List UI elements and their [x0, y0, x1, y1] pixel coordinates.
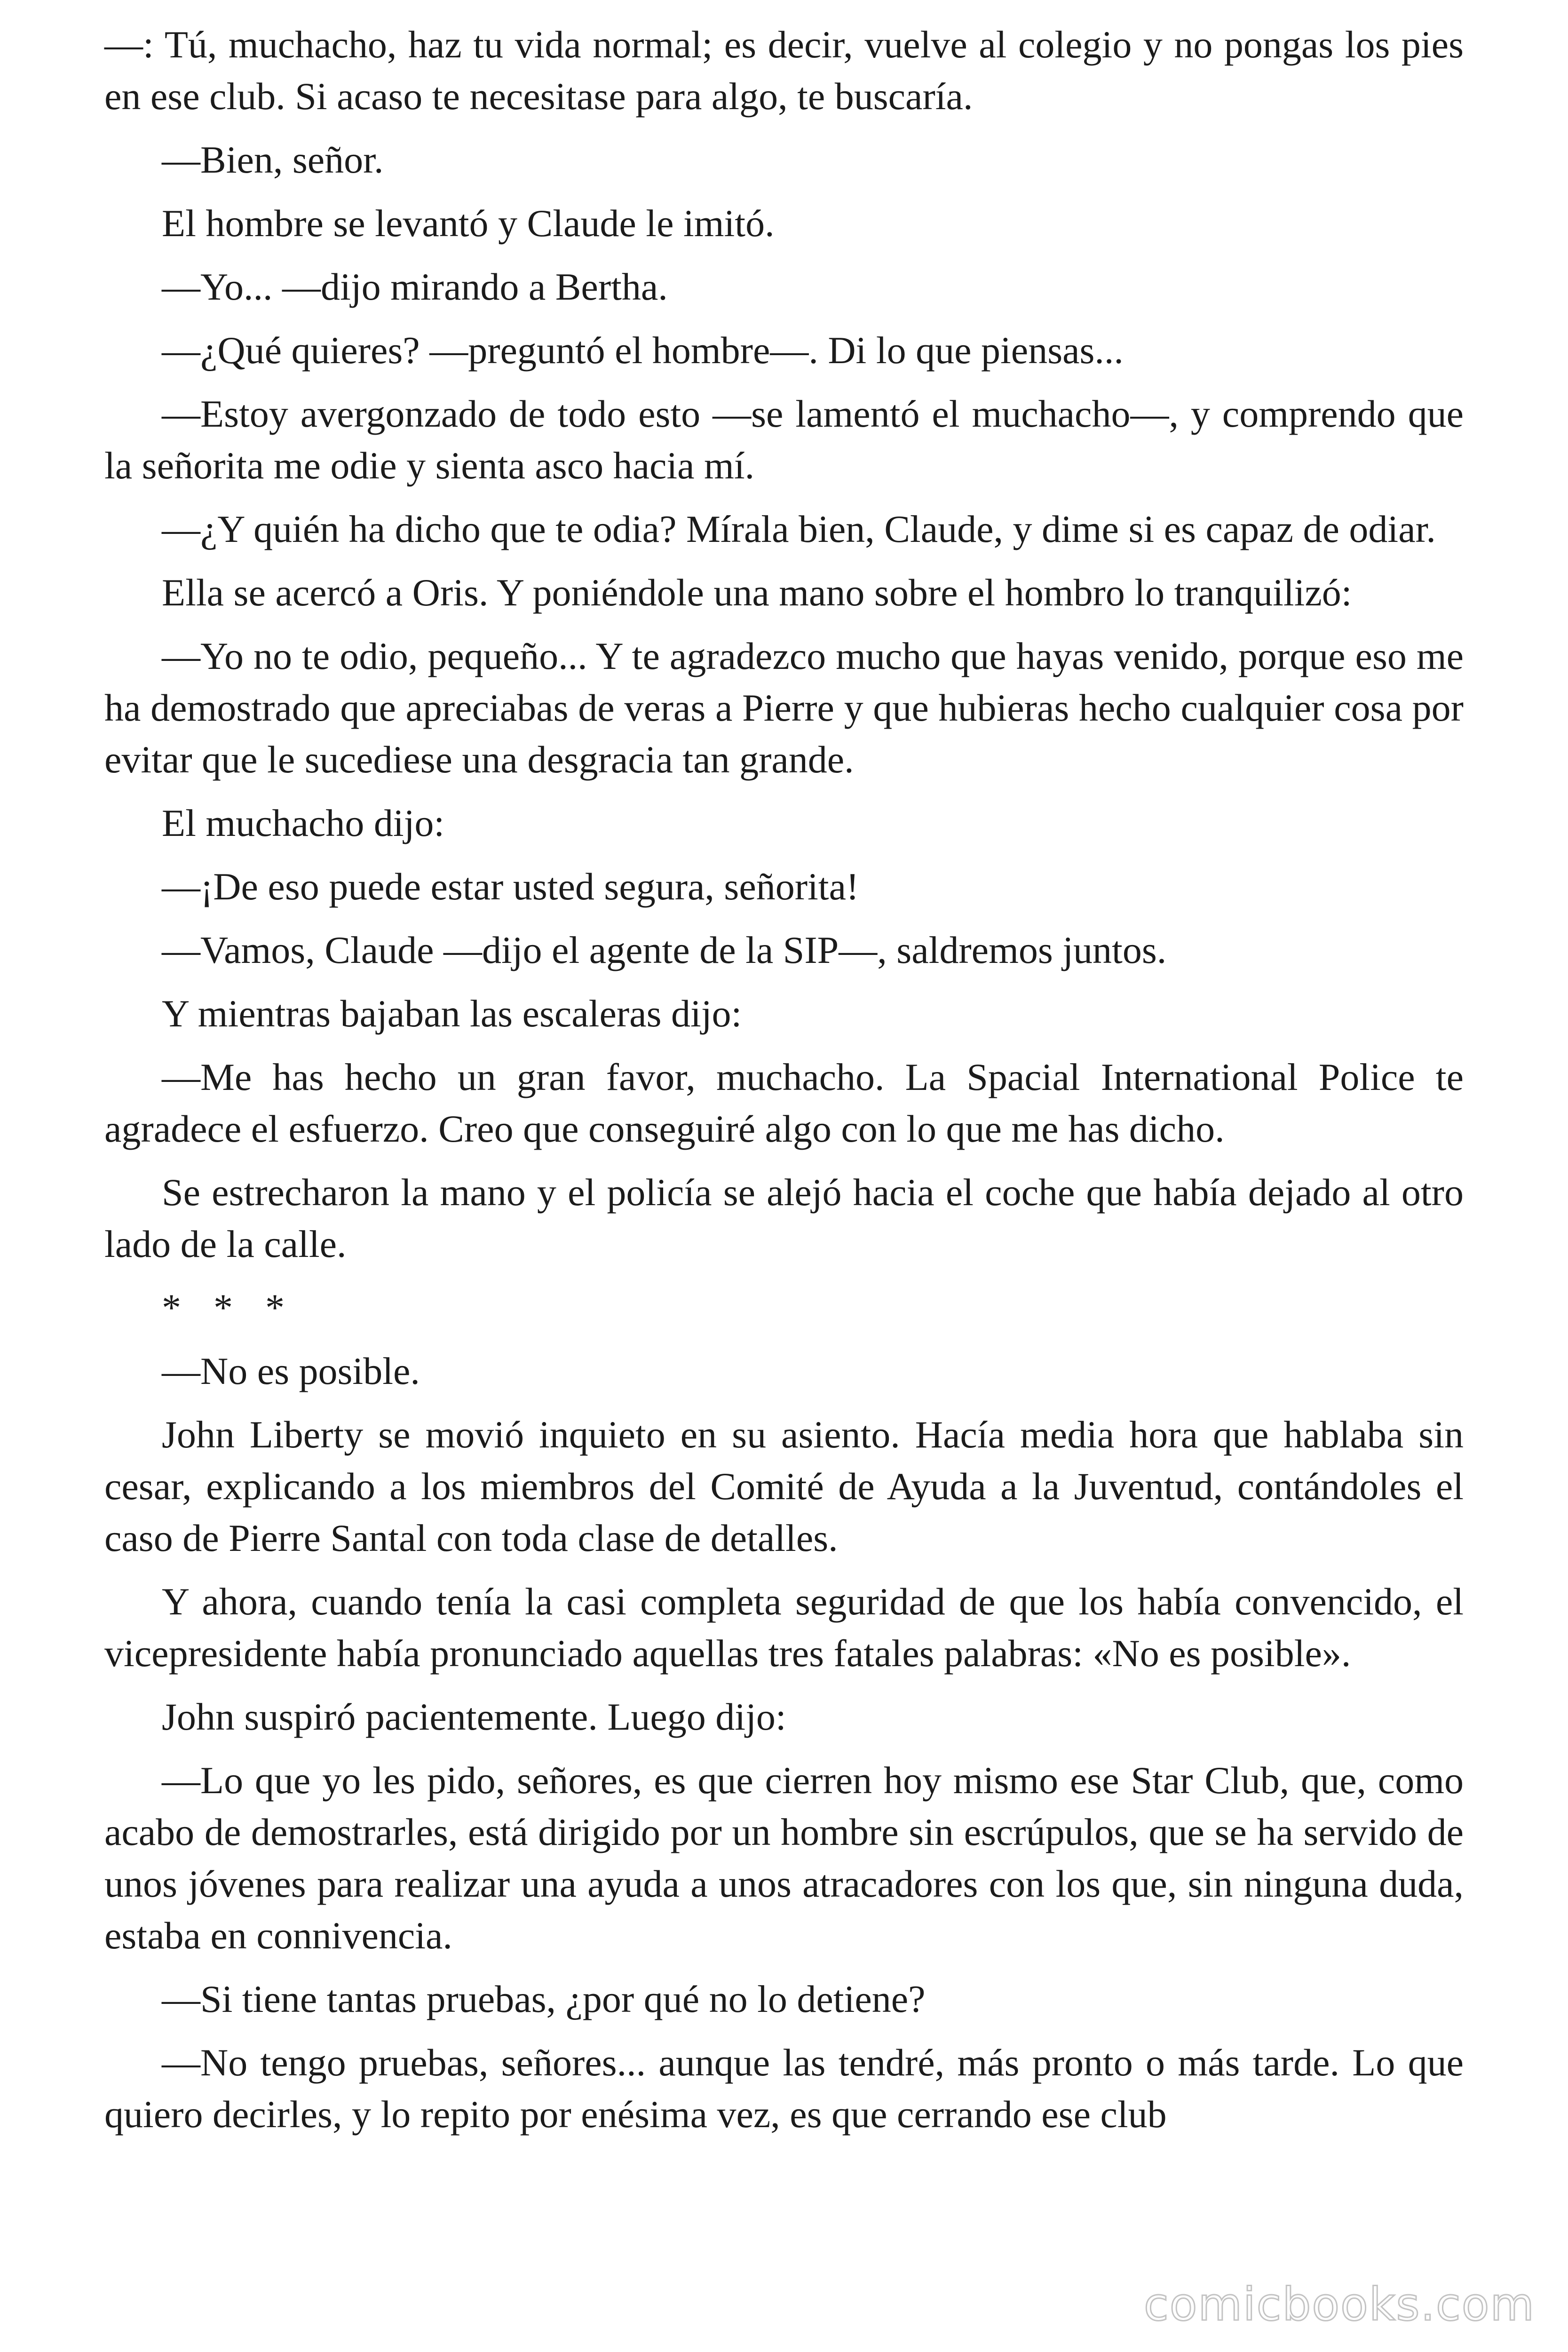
paragraph: —No tengo pruebas, señores... aunque las tendré, más pronto o más tarde. Lo que quiero decirles, y lo repito por enésima vez, es que cerrando ese club: [104, 2041, 1464, 2136]
paragraph: Se estrecharon la mano y el policía se alejó hacia el coche que había dejado al otro lado de la calle.: [104, 1171, 1464, 1265]
separator-asterisk: *: [265, 1286, 285, 1329]
paragraph: —Bien, señor.: [162, 138, 384, 181]
paragraph: —¿Qué quieres? —preguntó el hombre—. Di lo que piensas...: [162, 329, 1124, 372]
separator-asterisk: *: [214, 1286, 233, 1329]
book-page: [104, 19, 1464, 2152]
paragraph: —Estoy avergonzado de todo esto —se lamentó el muchacho—, y comprendo que la señorita me odie y sienta asco hacia mí.: [104, 392, 1464, 487]
paragraph: —Vamos, Claude —dijo el agente de la SIP—, saldremos juntos.: [162, 929, 1167, 971]
paragraph: —Yo no te odio, pequeño... Y te agradezco mucho que hayas venido, porque eso me ha demostrado que apreciabas de veras a Pierre y que hubieras hecho cualquier cosa por evitar que le sucediese una desgracia tan grande.: [104, 635, 1464, 781]
paragraph: —Si tiene tantas pruebas, ¿por qué no lo detiene?: [162, 1978, 926, 2020]
paragraph: —No es posible.: [162, 1350, 420, 1392]
paragraph: John suspiró pacientemente. Luego dijo:: [162, 1695, 786, 1738]
scene-separator: [104, 1282, 1464, 1334]
paragraph: Ella se acercó a Oris. Y poniéndole una mano sobre el hombro lo tranquilizó:: [162, 571, 1352, 614]
paragraph: —¡De eso puede estar usted segura, señorita!: [162, 865, 859, 908]
paragraph: —Me has hecho un gran favor, muchacho. La Spacial International Police te agradece el esfuerzo. Creo que conseguiré algo con lo que me has dicho.: [104, 1056, 1464, 1150]
paragraph: —¿Y quién ha dicho que te odia? Mírala bien, Claude, y dime si es capaz de odiar.: [162, 508, 1436, 550]
paragraph: —Lo que yo les pido, señores, es que cierren hoy mismo ese Star Club, que, como acabo de demostrarles, está dirigido por un hombre sin escrúpulos, que se ha servido de unos jóvenes para realizar una ayuda a unos atracadores con los que, sin ninguna duda, estaba en connivencia.: [104, 1759, 1464, 1957]
paragraph: Y mientras bajaban las escaleras dijo:: [162, 992, 742, 1035]
paragraph: Y ahora, cuando tenía la casi completa seguridad de que los había convencido, el vicepresidente había pronunciado aquellas tres fatales palabras: «No es posible».: [104, 1580, 1464, 1675]
paragraph: El hombre se levantó y Claude le imitó.: [162, 202, 775, 245]
separator-asterisk: *: [162, 1286, 181, 1329]
paragraph: —: Tú, muchacho, haz tu vida normal; es decir, vuelve al colegio y no pongas los pies en ese club. Si acaso te necesitase para algo, te buscaría.: [104, 23, 1464, 118]
paragraph: El muchacho dijo:: [162, 802, 445, 844]
watermark: comicbooks.com: [1143, 2278, 1535, 2331]
paragraph: —Yo... —dijo mirando a Bertha.: [162, 265, 668, 308]
paragraph: John Liberty se movió inquieto en su asiento. Hacía media hora que hablaba sin cesar, explicando a los miembros del Comité de Ayuda a la Juventud, contándoles el caso de Pierre Santal con toda clase de detalles.: [104, 1413, 1464, 1559]
